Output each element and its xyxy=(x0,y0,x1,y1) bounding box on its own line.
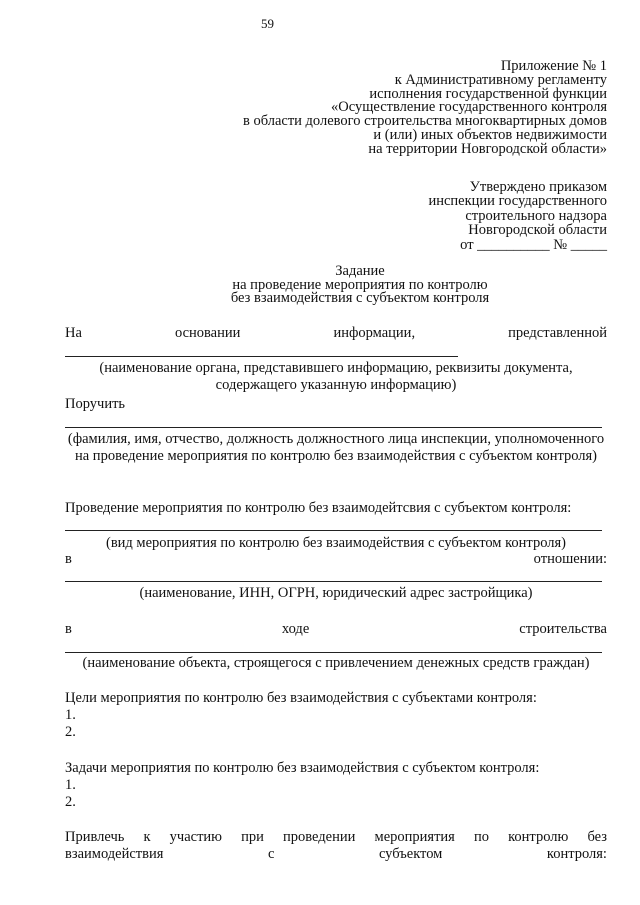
involve-word: при xyxy=(241,829,264,845)
basis-word: основании xyxy=(174,325,241,341)
assign-caption: (фамилия, имя, отчество, должность должностного лица инспекции, уполномоченного на проведение мероприятия по контролю без взаимодействия с субъектом контроля) xyxy=(67,431,605,464)
appendix-line: на территории Новгородской области» xyxy=(368,140,607,157)
construction-caption: (наименование объекта, строящегося с привлечением денежных средств граждан) xyxy=(82,655,590,671)
involve-word: без xyxy=(587,829,607,845)
appendix-line: Приложение № 1 xyxy=(500,58,607,74)
basis-word: На xyxy=(65,325,82,341)
involve-word: проведении xyxy=(283,829,356,845)
appendix-line: в области долевого строительства многоквартирных домов xyxy=(242,113,607,130)
construction-word: в xyxy=(65,621,72,637)
construction-line xyxy=(65,621,607,638)
construction-word: строительства xyxy=(519,621,607,637)
assign-fill-line xyxy=(65,427,602,428)
tasks-item: 1. xyxy=(65,777,76,793)
involve-line-1 xyxy=(65,829,607,846)
approved-line: от __________ № _____ xyxy=(460,236,607,253)
basis-line xyxy=(65,325,607,342)
title-line: без взаимодействия с субъектом контроля xyxy=(230,290,490,306)
involve-word: Привлечь xyxy=(65,829,125,845)
goals-item: 1. xyxy=(65,707,76,723)
tasks-label: Задачи мероприятия по контролю без взаимодействия с субъектом контроля: xyxy=(65,760,540,776)
conduct-caption: (вид мероприятия по контролю без взаимодействия с субъектом контроля) xyxy=(106,535,566,551)
basis-word: информации, xyxy=(333,325,416,341)
assign-label: Поручить xyxy=(65,396,126,412)
approved-line: строительного надзора xyxy=(465,207,607,224)
appendix-line: к Административному регламенту xyxy=(394,71,607,88)
conduct-fill-line xyxy=(65,530,602,531)
involve-word: участию xyxy=(169,829,222,845)
involve-word: контролю xyxy=(508,829,569,845)
construction-word: ходе xyxy=(281,621,310,637)
goals-item: 2. xyxy=(65,724,76,740)
involve-word: взаимодействия xyxy=(65,846,164,862)
relation-word: отношении: xyxy=(533,551,607,567)
title-line: Задание xyxy=(335,263,385,279)
approved-line: Утверждено приказом xyxy=(469,179,607,195)
appendix-line: и (или) иных объектов недвижимости xyxy=(373,126,607,143)
approved-line: инспекции государственного xyxy=(428,193,607,210)
involve-line-2 xyxy=(65,846,607,863)
appendix-block xyxy=(243,60,607,157)
goals-label: Цели мероприятия по контролю без взаимодействия с субъектами контроля: xyxy=(65,690,537,706)
relation-caption: (наименование, ИНН, ОГРН, юридический адрес застройщика) xyxy=(139,585,533,601)
relation-line xyxy=(65,551,607,568)
relation-fill-line xyxy=(65,581,602,582)
involve-word: контроля: xyxy=(546,846,607,862)
relation-word: в xyxy=(65,551,72,567)
conduct-label: Проведение мероприятия по контролю без взаимодейтсвия с субъектом контроля: xyxy=(65,500,572,516)
title-line: на проведение мероприятия по контролю xyxy=(232,276,488,293)
appendix-line: «Осуществление государственного контроля xyxy=(331,99,607,116)
approved-line: Новгородской области xyxy=(468,222,607,239)
tasks-item: 2. xyxy=(65,794,76,810)
document-title xyxy=(0,265,640,306)
involve-word: по xyxy=(473,829,489,845)
construction-fill-line xyxy=(65,652,602,653)
appendix-line: исполнения государственной функции xyxy=(369,85,607,102)
involve-word: с xyxy=(267,846,275,862)
basis-caption: (наименование органа, представившего информацию, реквизиты документа, содержащего указанную информацию) xyxy=(99,360,573,393)
involve-word: субъектом xyxy=(378,846,443,862)
basis-word: представленной xyxy=(508,325,607,341)
involve-word: к xyxy=(143,829,151,845)
basis-fill-line xyxy=(65,356,458,357)
approved-block xyxy=(428,180,607,252)
page-number: 59 xyxy=(261,16,274,31)
involve-word: мероприятия xyxy=(374,829,455,845)
